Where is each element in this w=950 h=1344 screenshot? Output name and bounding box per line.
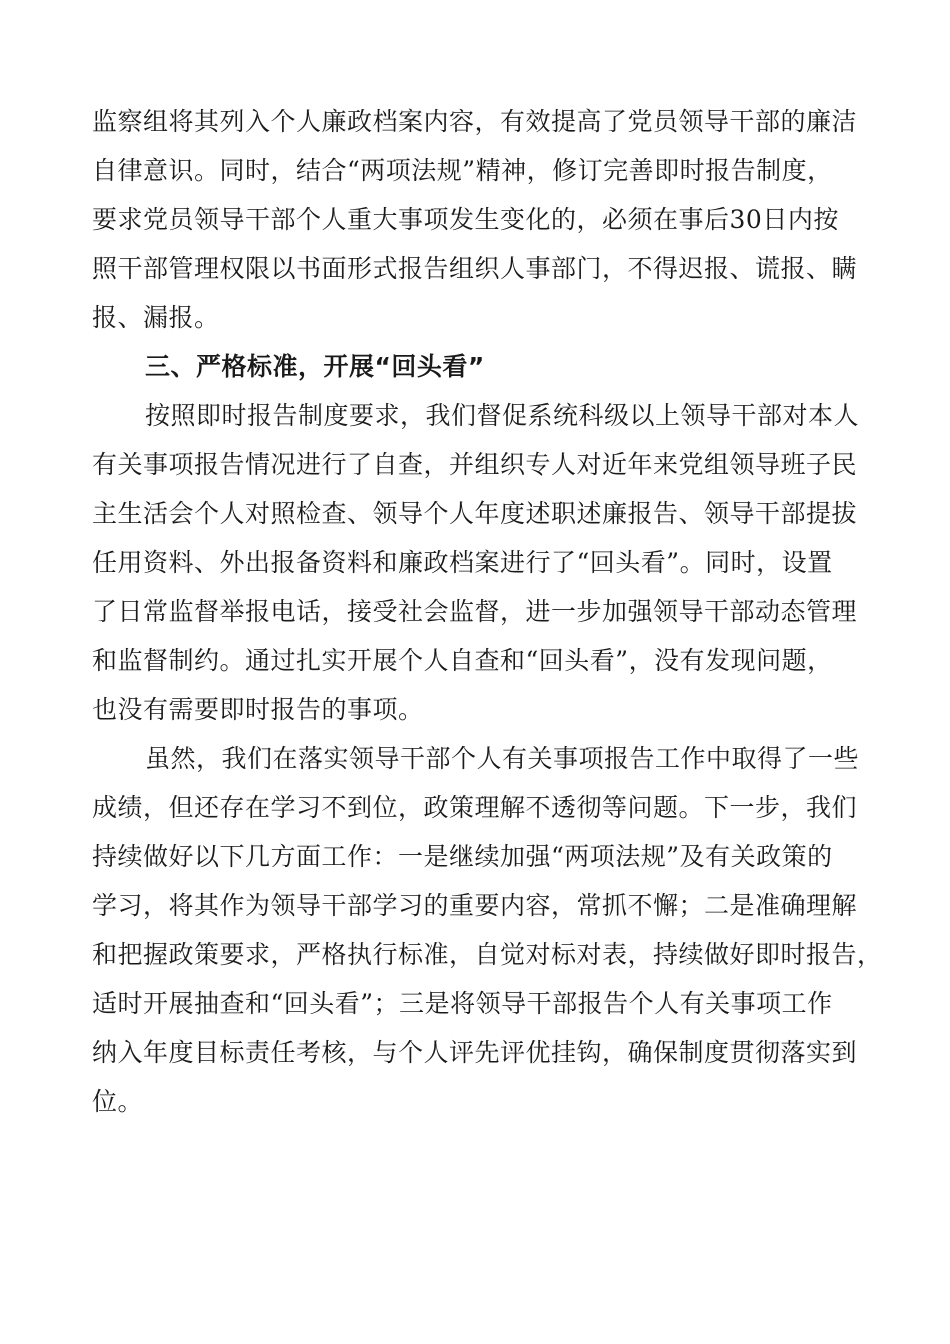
- paragraph-line: 自律意识。同时，结合“两项法规”精神，修订完善即时报告制度，: [92, 156, 833, 185]
- paragraph-line: 纳入年度目标责任考核，与个人评先评优挂钩，确保制度贯彻落实到: [92, 1038, 858, 1067]
- paragraph-line: 要求党员领导干部个人重大事项发生变化的，必须在事后30日内按: [92, 205, 839, 234]
- paragraph-line: 按照即时报告制度要求，我们督促系统科级以上领导干部对本人: [145, 401, 860, 430]
- paragraph-line: 了日常监督举报电话，接受社会监督，进一步加强领导干部动态管理: [92, 597, 858, 626]
- paragraph-line: 虽然，我们在落实领导干部个人有关事项报告工作中取得了一些: [145, 744, 860, 773]
- paragraph-line: 照干部管理权限以书面形式报告组织人事部门，不得迟报、谎报、瞒: [92, 254, 858, 283]
- paragraph-line: 报、漏报。: [92, 303, 220, 332]
- paragraph-line: 和把握政策要求，严格执行标准，自觉对标对表，持续做好即时报告，: [92, 940, 883, 969]
- section-heading: 三、严格标准，开展“回头看”: [145, 352, 485, 381]
- paragraph-line: 学习，将其作为领导干部学习的重要内容，常抓不懈；二是准确理解: [92, 891, 858, 920]
- paragraph-line: 主生活会个人对照检查、领导个人年度述职述廉报告、领导干部提拔: [92, 499, 858, 528]
- paragraph-line: 持续做好以下几方面工作：一是继续加强“两项法规”及有关政策的: [92, 842, 833, 871]
- paragraph-line: 有关事项报告情况进行了自查，并组织专人对近年来党组领导班子民: [92, 450, 858, 479]
- paragraph-line: 适时开展抽查和“回头看”；三是将领导干部报告个人有关事项工作: [92, 989, 833, 1018]
- paragraph-line: 位。: [92, 1087, 144, 1116]
- paragraph-line: 和监督制约。通过扎实开展个人自查和“回头看”，没有发现问题，: [92, 646, 833, 675]
- paragraph-line: 监察组将其列入个人廉政档案内容，有效提高了党员领导干部的廉洁: [92, 107, 858, 136]
- paragraph-line: 也没有需要即时报告的事项。: [92, 695, 424, 724]
- paragraph-line: 任用资料、外出报备资料和廉政档案进行了“回头看”。同时，设置: [92, 548, 833, 577]
- paragraph-line: 成绩，但还存在学习不到位，政策理解不透彻等问题。下一步，我们: [92, 793, 858, 822]
